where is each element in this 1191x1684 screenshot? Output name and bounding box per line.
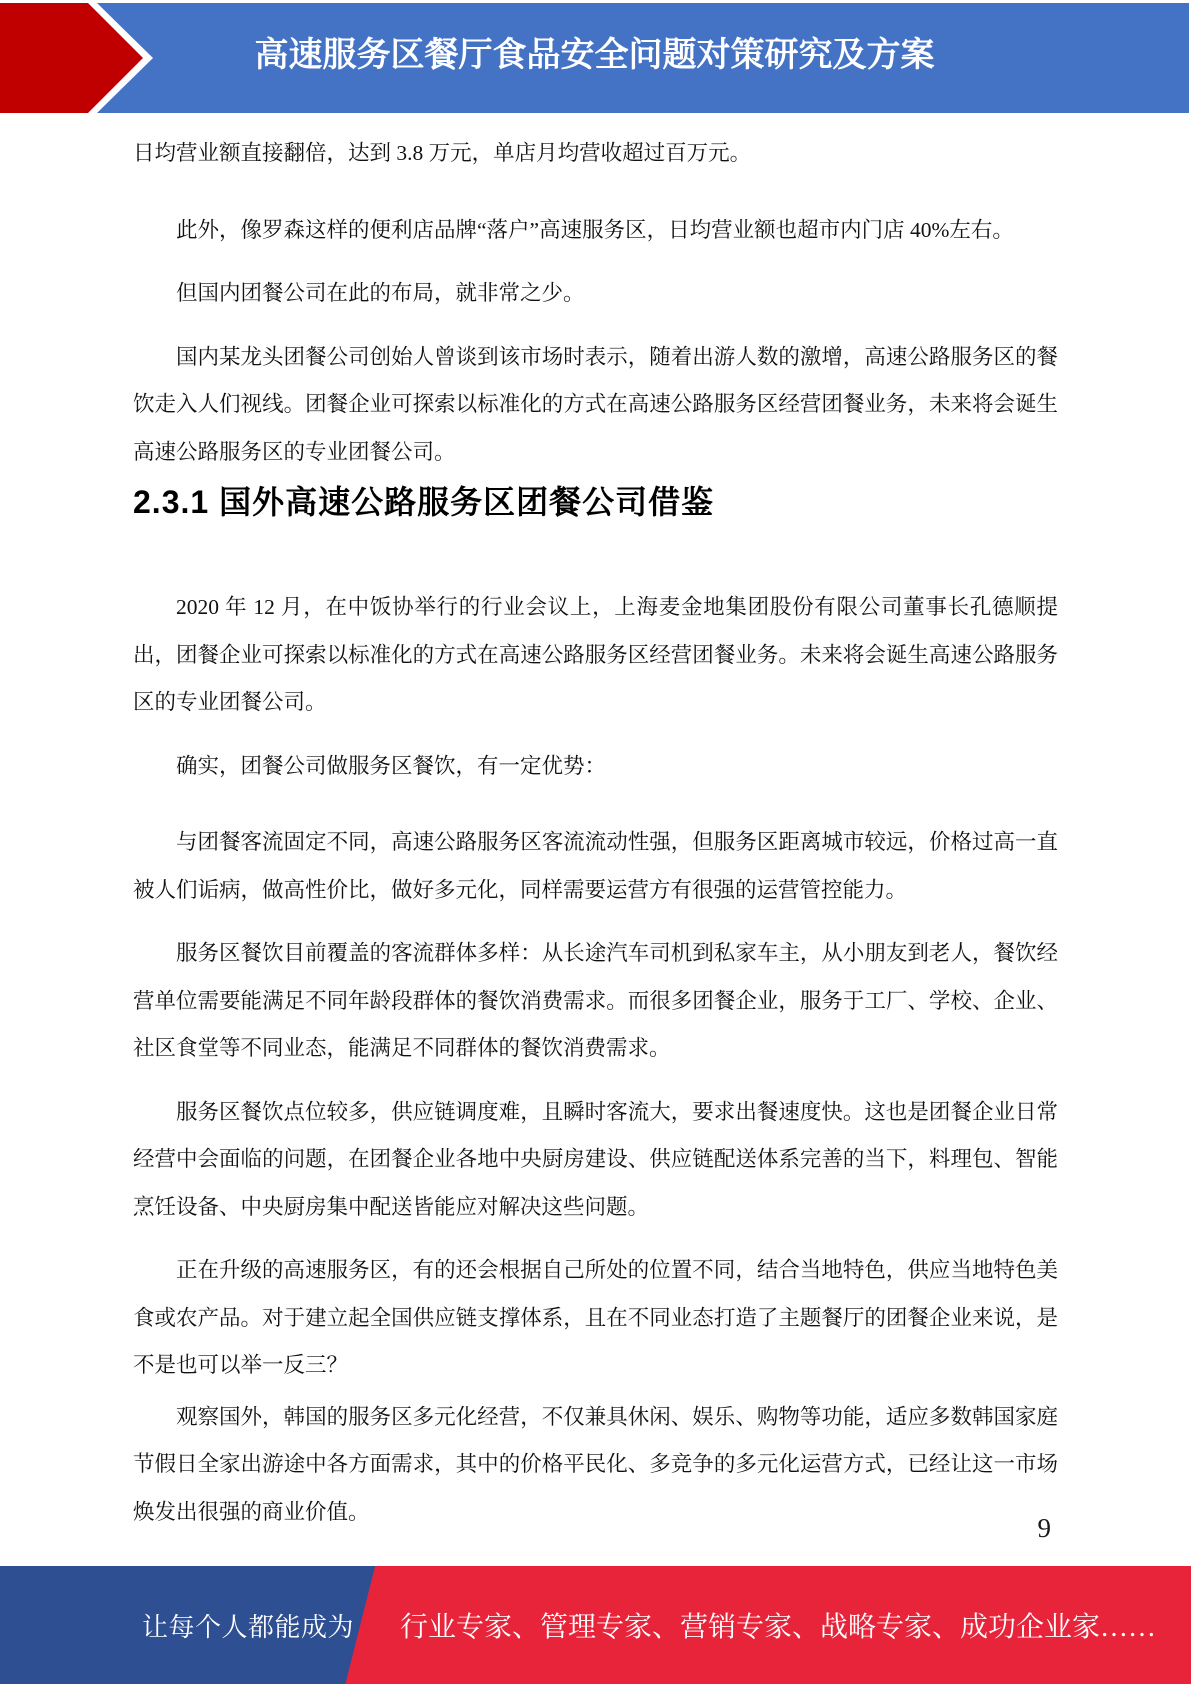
- section-heading: 2.3.1 国外高速公路服务区团餐公司借鉴: [133, 484, 715, 520]
- body-paragraph: 但国内团餐公司在此的布局，就非常之少。: [176, 281, 585, 305]
- footer-slogan-right: 行业专家、管理专家、营销专家、战略专家、成功企业家……: [400, 1612, 1157, 1643]
- body-paragraph: 日均营业额直接翻倍，达到 3.8 万元，单店月均营收超过百万元。: [133, 141, 752, 165]
- body-paragraph: 与团餐客流固定不同，高速公路服务区客流流动性强，但服务区距离城市较远，价格过高一直被人们诟病，做高性价比，做好多元化，同样需要运营方有很强的运营管控能力。: [133, 830, 1058, 902]
- body-paragraph: 此外，像罗森这样的便利店品牌“落户”高速服务区，日均营业额也超市内门店 40%左右。: [176, 217, 1014, 242]
- body-paragraph: 服务区餐饮点位较多，供应链调度难，且瞬时客流大，要求出餐速度快。这也是团餐企业日常经营中会面临的问题，在团餐企业各地中央厨房建设、供应链配送体系完善的当下，料理包、智能烹饪设备、中央厨房集中配送皆能应对解决这些问题。: [133, 1099, 1058, 1219]
- body-paragraph: 确实，团餐公司做服务区餐饮，有一定优势：: [176, 753, 607, 778]
- body-paragraph: 服务区餐饮目前覆盖的客流群体多样：从长途汽车司机到私家车主，从小朋友到老人，餐饮经营单位需要能满足不同年龄段群体的餐饮消费需求。而很多团餐企业，服务于工厂、学校、企业、社区食堂等不同业态，能满足不同群体的餐饮消费需求。: [133, 941, 1058, 1060]
- footer-slogan-left: 让每个人都能成为: [142, 1612, 355, 1642]
- header-banner: [0, 3, 1189, 113]
- page-number: 9: [1037, 1513, 1051, 1543]
- body-paragraph: 正在升级的高速服务区，有的还会根据自己所处的位置不同，结合当地特色，供应当地特色美食或农产品。对于建立起全国供应链支撑体系，且在不同业态打造了主题餐厅的团餐企业来说，是不是也可以举一反三？: [133, 1258, 1058, 1377]
- body-paragraph: 2020 年 12 月，在中饭协举行的行业会议上，上海麦金地集团股份有限公司董事长孔德顺提出，团餐企业可探索以标准化的方式在高速公路服务区经营团餐业务。未来将会诞生高速公路服务区的专业团餐公司。: [133, 595, 1058, 714]
- document-title: 高速服务区餐厅食品安全问题对策研究及方案: [254, 35, 935, 74]
- body-paragraph: 国内某龙头团餐公司创始人曾谈到该市场时表示，随着出游人数的激增，高速公路服务区的餐饮走入人们视线。团餐企业可探索以标准化的方式在高速公路服务区经营团餐业务，未来将会诞生高速公路服务区的专业团餐公司。: [133, 344, 1058, 464]
- body-paragraph: 观察国外，韩国的服务区多元化经营，不仅兼具休闲、娱乐、购物等功能，适应多数韩国家庭节假日全家出游途中各方面需求，其中的价格平民化、多竞争的多元化运营方式，已经让这一市场焕发出很强的商业价值。: [133, 1404, 1058, 1524]
- footer-banner: [0, 1566, 1191, 1684]
